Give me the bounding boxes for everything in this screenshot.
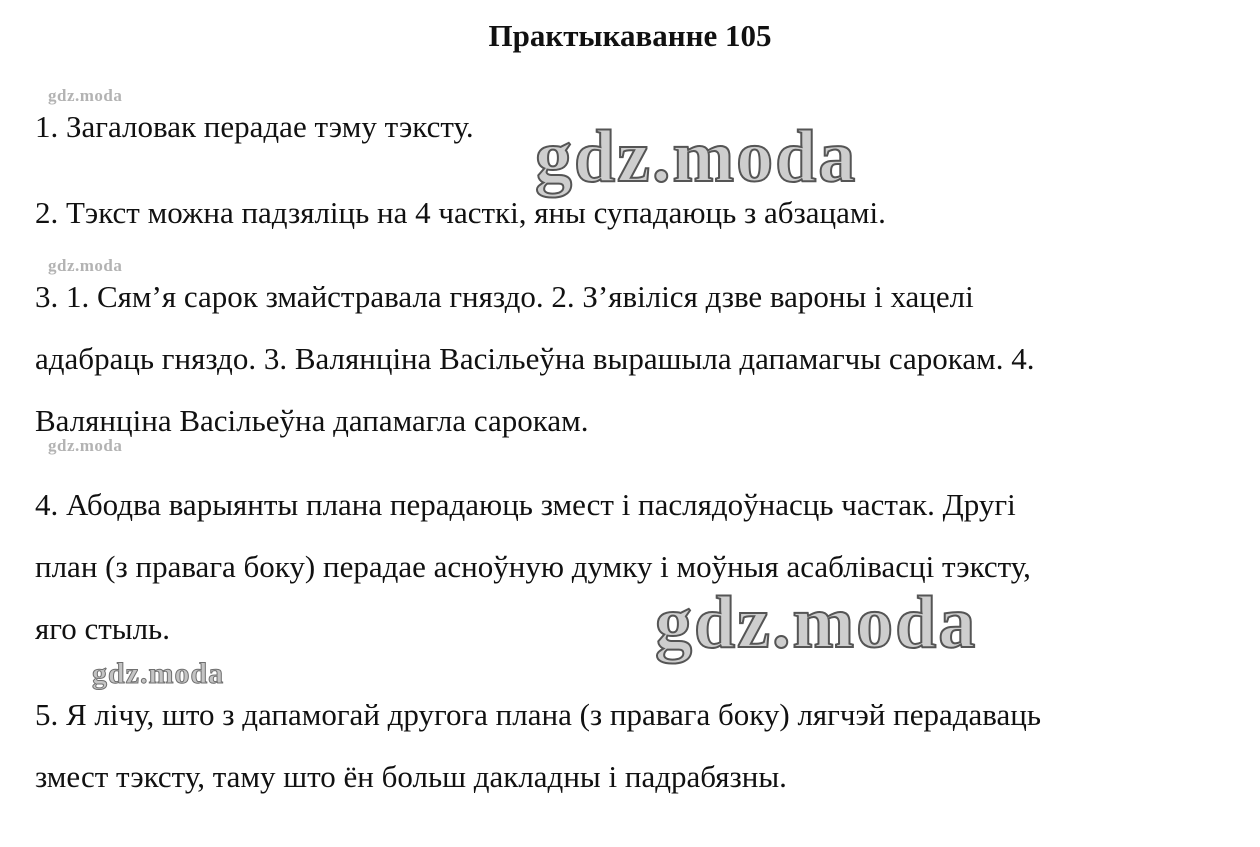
answer-5 [35,684,1225,808]
answer-2-line-1: 2. Тэкст можна падзяліць на 4 часткі, яны супадаюць з абзацамі. [35,195,886,230]
answer-2 [35,182,1225,244]
answer-3-line-3: Валянціна Васільеўна дапамагла сарокам. [35,403,589,438]
answer-3-line-2: адабраць гняздо. 3. Валянціна Васільеўна вырашыла дапамагчы сарокам. 4. [35,341,1035,376]
answer-1-line-1: 1. Загаловак перадае тэму тэксту. [35,109,474,144]
watermark-medium: gdz.moda [92,657,225,690]
page-title: Практыкаванне 105 [488,18,772,53]
watermark-large-2: gdz.moda [655,582,978,664]
answer-5-line-1: 5. Я лічу, што з дапамогай другога плана (з правага боку) лягчэй перадаваць [35,697,1041,732]
answer-4-line-2: план (з правага боку) перадае асноўную думку і моўныя асаблівасці тэксту, [35,549,1031,584]
watermark-large-1: gdz.moda [535,116,858,198]
watermark-small-3: gdz.moda [48,436,123,455]
answer-4-line-3: яго стыль. [35,611,170,646]
watermark-small-2: gdz.moda [48,256,123,275]
answer-3 [35,266,1225,452]
answer-4 [35,474,1225,664]
answer-4-line-1: 4. Абодва варыянты плана перадаюць змест і паслядоўнасць частак. Другі [35,487,1016,522]
watermark-small-1: gdz.moda [48,86,123,105]
answer-5-line-2: змест тэксту, таму што ён больш дакладны і падрабязны. [35,759,787,794]
answer-3-line-1: 3. 1. Сям’я сарок змайстравала гняздо. 2. З’явіліся дзве вароны і хацелі [35,279,974,314]
